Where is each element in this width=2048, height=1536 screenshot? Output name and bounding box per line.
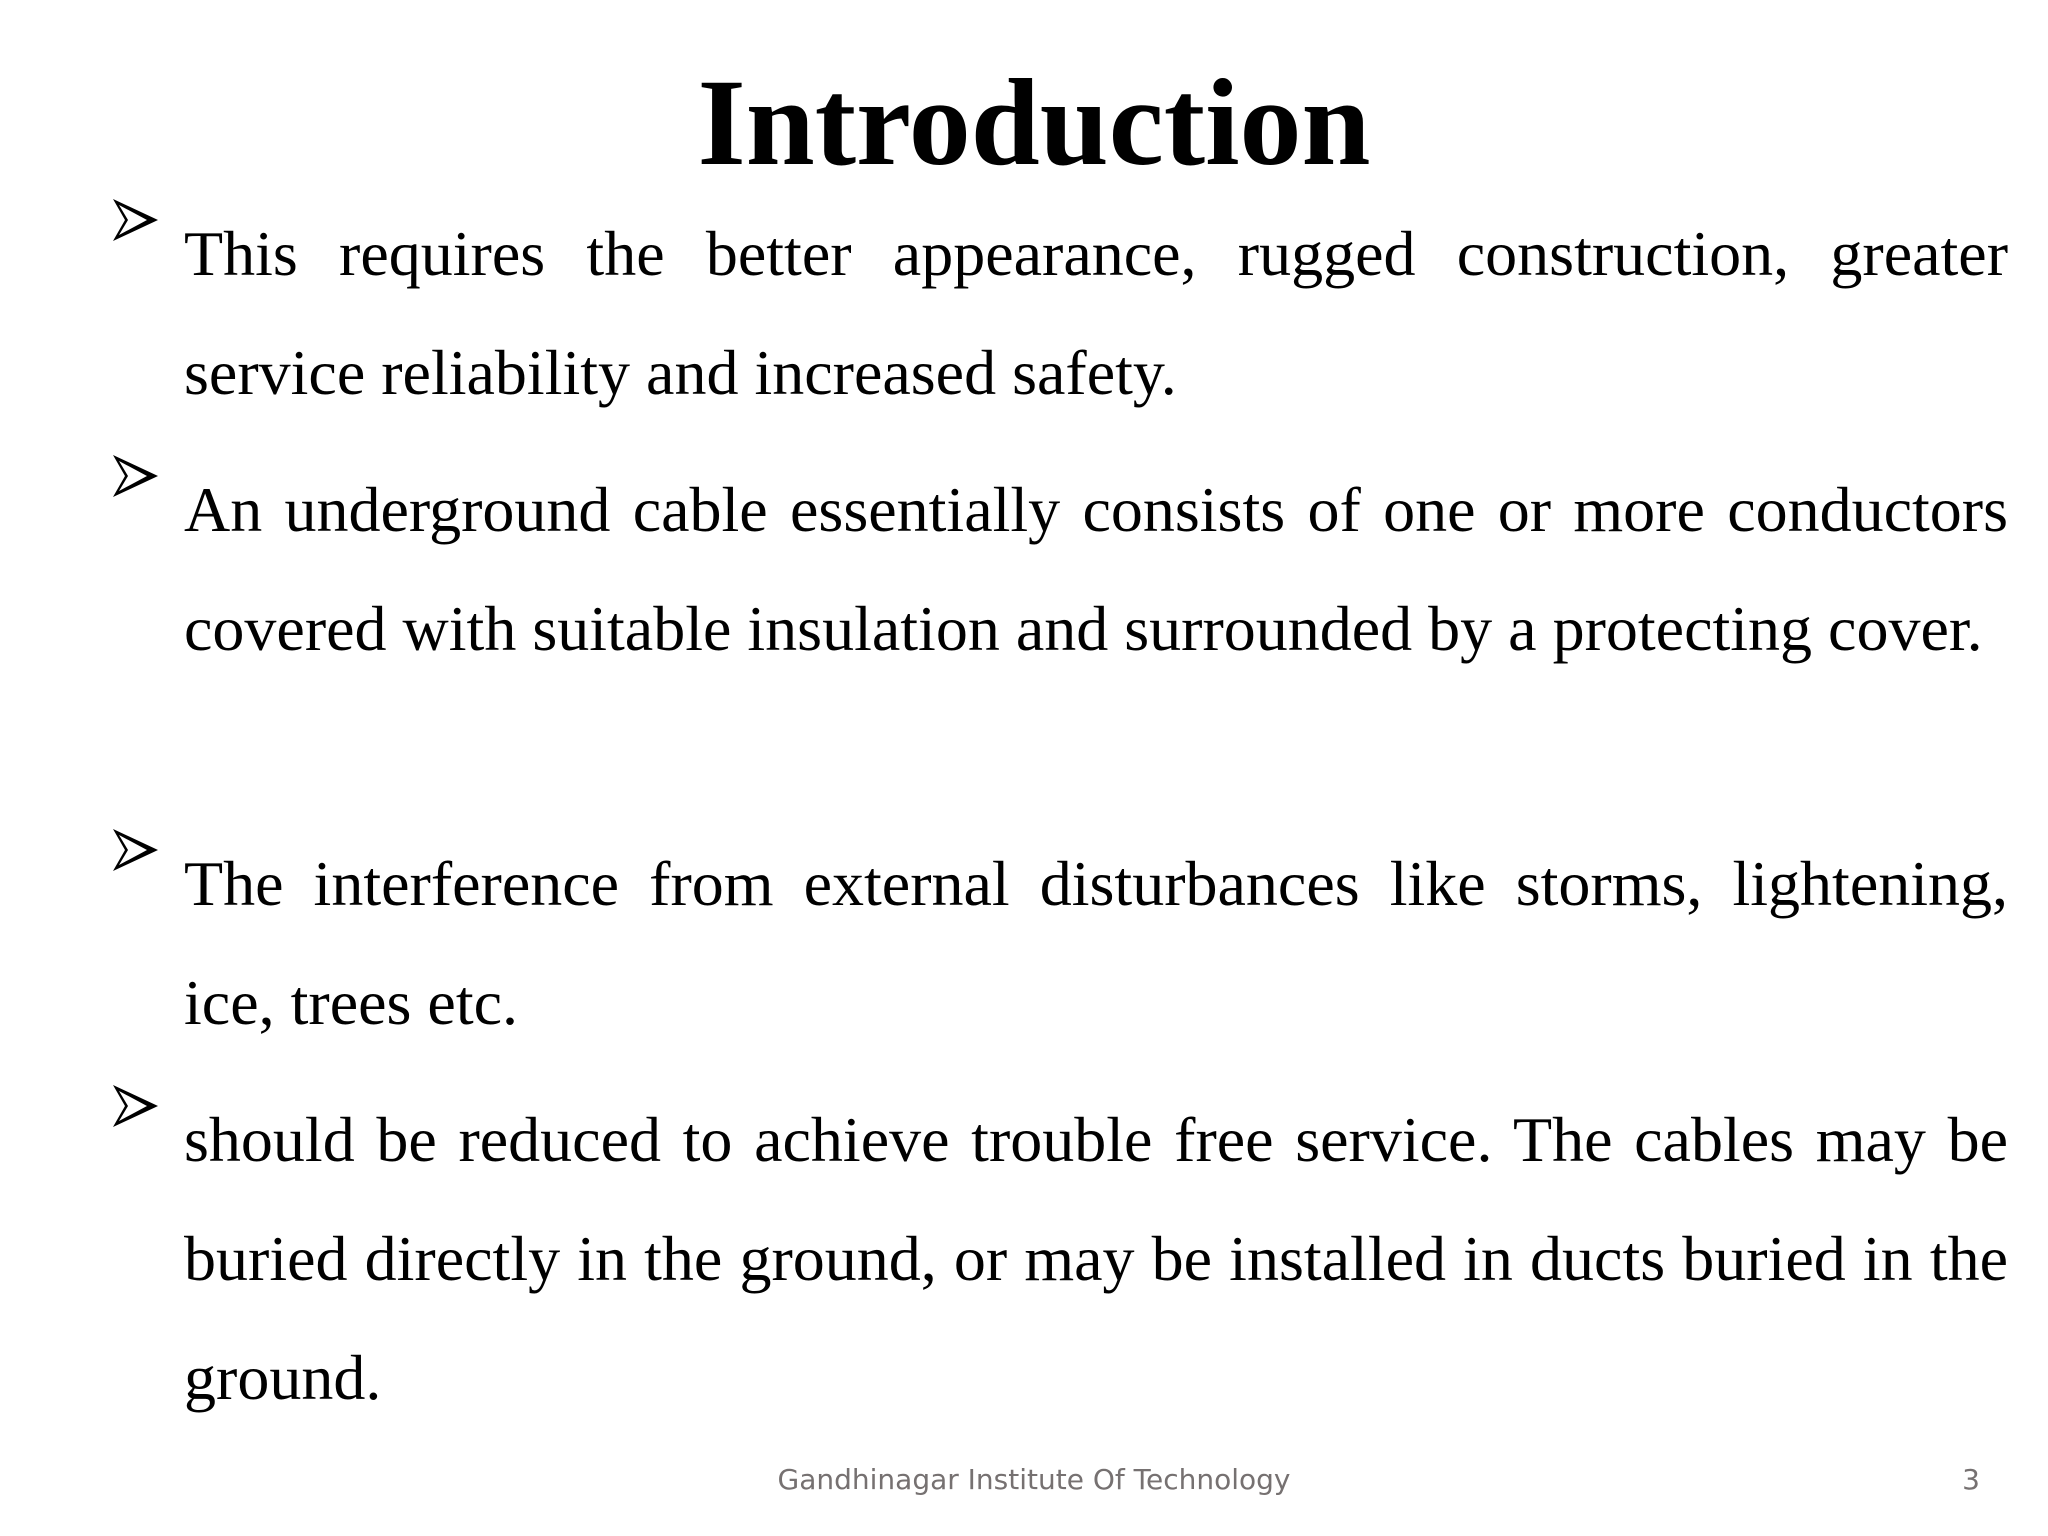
- bullet-text: This requires the better appearance, rugged construction, greater service reliability and increased safety.: [184, 218, 2008, 408]
- arrowhead-bullet-icon: [110, 1080, 170, 1140]
- bullet-text: The interference from external disturbances like storms, lightening, ice, trees etc.: [184, 848, 2008, 1038]
- arrowhead-bullet-icon: [110, 824, 170, 884]
- page-number: 3: [1962, 1463, 1980, 1496]
- bullet-text: An underground cable essentially consists of one or more conductors covered with suitable insulation and surrounded by a protecting cover.: [184, 474, 2008, 664]
- arrowhead-bullet-icon: [110, 450, 170, 510]
- slide-title: Introduction: [697, 54, 1371, 191]
- arrowhead-bullet-icon: [110, 194, 170, 254]
- footer-institute: Gandhinagar Institute Of Technology: [777, 1463, 1291, 1496]
- bullet-text: should be reduced to achieve trouble free service. The cables may be buried directly in the ground, or may be installed in ducts buried in the ground.: [184, 1104, 2008, 1413]
